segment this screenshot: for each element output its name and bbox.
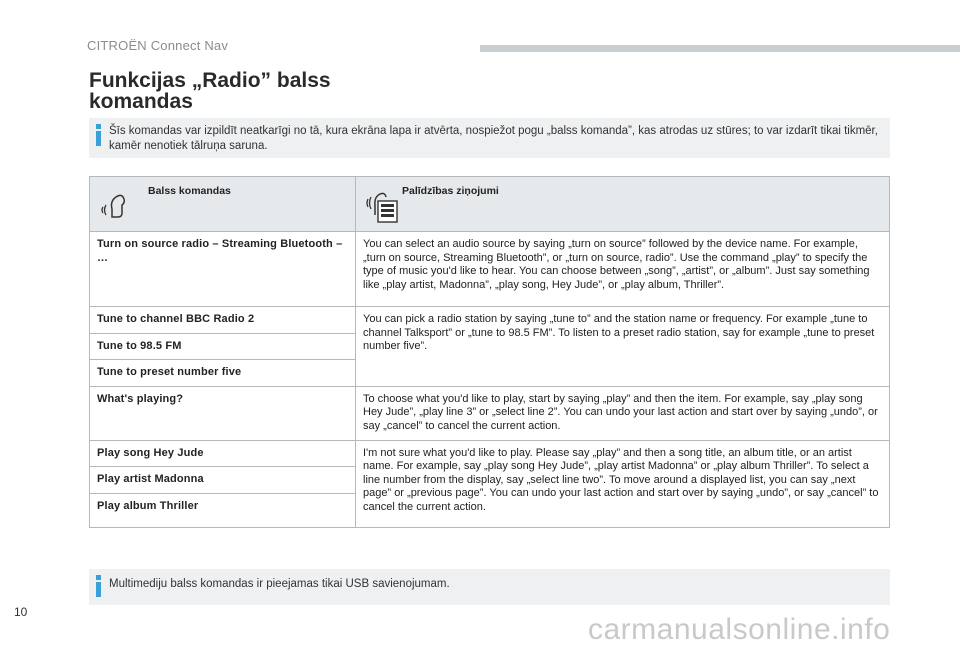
voice-command-table (89, 176, 890, 528)
header-voice-commands (90, 177, 356, 232)
command-cell: Turn on source radio – Streaming Bluetooth – … (90, 232, 356, 307)
intro-text: Šīs komandas var izpildīt neatkarīgi no tā, kura ekrāna lapa ir atvērta, nospiežot pogu „balss komanda”, kas atrodas uz stūres; to var izdarīt tikai tikmēr, kamēr nenotiek tālruņa saruna. (109, 125, 878, 152)
command-cell: Tune to 98.5 FM (90, 333, 356, 360)
voice-command-icon (100, 189, 134, 219)
watermark: carmanualsonline.info (588, 613, 891, 646)
note-text: Multimediju balss komandas ir pieejamas tikai USB savienojumam. (109, 578, 450, 590)
help-cell: You can pick a radio station by saying „tune to” and the station name or frequency. For example „tune to channel Talksport” or „tune to 98.5 FM”. To listen to a preset radio station, say for example „tune to preset number five”. (356, 307, 890, 387)
table-row (90, 232, 890, 307)
command-cell: Tune to preset number five (90, 360, 356, 387)
header-help-messages (356, 177, 890, 232)
command-cell: What's playing? (90, 386, 356, 440)
voice-screen-icon (366, 189, 400, 225)
table-row (90, 386, 890, 440)
table-header-row (90, 177, 890, 232)
page-number: 10 (14, 605, 28, 619)
table-row (90, 440, 890, 467)
header-voice-commands-label: Balss komandas (148, 185, 231, 197)
table-row (90, 307, 890, 334)
command-cell: Play album Thriller (90, 493, 356, 527)
help-cell: To choose what you'd like to play, start by saying „play” and then the item. For example, say „play song Hey Jude”, „play line 3” or „select line 2”. You can undo your last action and start over by saying „undo”, or say „cancel” to cancel the current action. (356, 386, 890, 440)
help-cell: You can select an audio source by saying „turn on source” followed by the device name. For example, „turn on source, Streaming Bluetooth”, or „turn on source, radio”. Use the command „play” to specify the type of music you'd like to hear. You can choose between „song”, „artist”, or „album”. Just say something like „play artist, Madonna”, „play song, Hey Jude”, or „play album, Thriller”. (356, 232, 890, 307)
page-title-line-2: komandas (89, 90, 193, 113)
command-cell: Play song Hey Jude (90, 440, 356, 467)
header-help-messages-label: Palīdzības ziņojumi (402, 185, 499, 197)
intro-infobox (89, 118, 890, 158)
command-cell: Play artist Madonna (90, 467, 356, 494)
help-cell: I'm not sure what you'd like to play. Please say „play” and then a song title, an album title, or an artist name. For example, say „play song Hey Jude”, „play artist Madonna” or „play album Thriller”. To select a line number from the display, say „select line two”. To move around a displayed list, you can say „next page” or „previous page”. You can undo your last action and start over by saying „undo”, or say „cancel” to cancel the current action. (356, 440, 890, 527)
info-icon (92, 573, 106, 599)
command-cell: Tune to channel BBC Radio 2 (90, 307, 356, 334)
page-title (89, 70, 331, 112)
info-icon (92, 122, 106, 148)
header-bar (480, 45, 960, 52)
page-title-line-1: Funkcijas „Radio” balss (89, 69, 331, 92)
note-infobox (89, 569, 890, 605)
brand-header: CITROËN Connect Nav (87, 38, 229, 53)
